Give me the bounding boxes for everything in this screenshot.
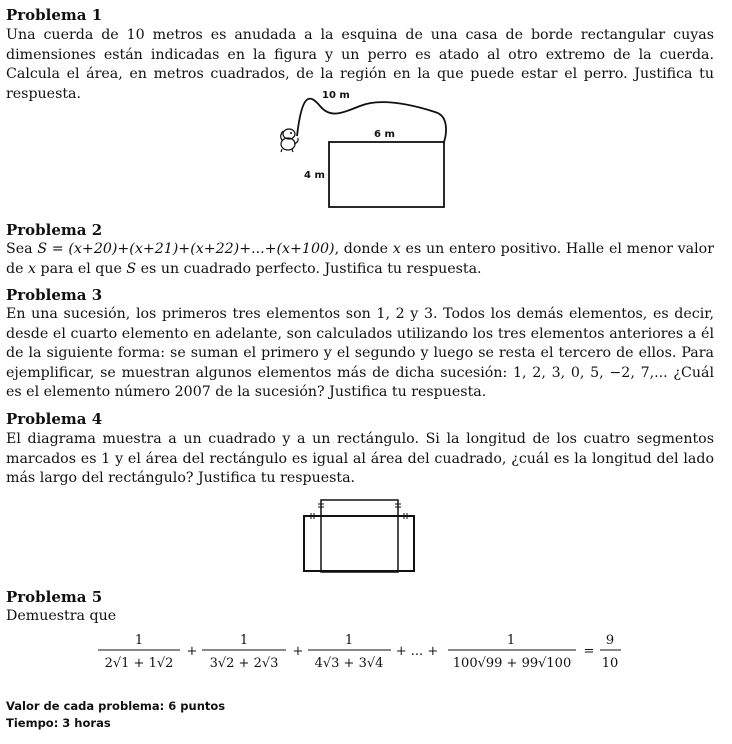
problem-2-title: Problema 2: [6, 221, 103, 239]
equals-sign: =: [583, 644, 595, 659]
sum-equation: [96, 628, 636, 676]
rectangle: [321, 500, 398, 572]
problem-4-text: El diagrama muestra a un cuadrado y a un rectángulo. Si la longitud de los cuatro segmentos marcados es 1 y el área del rectángulo es igual al área del cuadrado, ¿cuál es la longitud del lado más largo del rectángulo? Justifica tu respuesta.: [6, 431, 714, 486]
problem-5-text: Demuestra que: [6, 608, 117, 624]
term-3-numerator: 1: [344, 633, 354, 648]
height-label: 4 m: [304, 170, 325, 181]
width-label: 6 m: [374, 129, 395, 140]
term-1-denominator: 2√1 + 1√2: [104, 656, 174, 671]
term-last-numerator: 1: [506, 633, 516, 648]
rope-length-label: 10 m: [322, 90, 350, 101]
points-info: Valor de cada problema: 6 puntos: [6, 699, 226, 713]
sum-expression: S = (x+20)+(x+21)+(x+22)+...+(x+100): [37, 241, 335, 257]
result-denominator: 10: [601, 656, 619, 671]
plus-sign: +: [292, 644, 304, 659]
dog-icon: [281, 129, 298, 152]
term-2-denominator: 3√2 + 2√3: [209, 656, 279, 671]
problem-3-title: Problema 3: [6, 286, 103, 304]
plus-sign: +: [186, 644, 198, 659]
term-2-numerator: 1: [239, 633, 249, 648]
term-3-denominator: 4√3 + 3√4: [314, 656, 384, 671]
problem-2-text: Sea S = (x+20)+(x+21)+(x+22)+...+(x+100), donde x es un entero positivo. Halle el menor valor de x para el que S es un cuadrado perfecto. Justifica tu respuesta.: [6, 241, 714, 277]
problem-1-figure: [270, 84, 460, 214]
problem-5-title: Problema 5: [6, 588, 103, 606]
term-last-denominator: 100√99 + 99√100: [452, 656, 572, 671]
result-numerator: 9: [605, 633, 615, 648]
problem-1-text: Una cuerda de 10 metros es anudada a la esquina de una casa de borde rectangular cuyas dimensiones están indicadas en la figura y un perro es atado al otro extremo de la cuerda. Calcula el área, en metros cuadrados, de la región en la que puede estar el perro. Justifica tu respuesta.: [6, 27, 714, 102]
problem-3-text: En una sucesión, los primeros tres elementos son 1, 2 y 3. Todos los demás elementos, es decir, desde el cuarto elemento en adelante, son calculados utilizando los tres elementos anteriores a él de la siguiente forma: se suman el primero y el segundo y luego se resta el tercero de ellos. Para ejemplificar, se muestran algunos elementos más de dicha sucesión: 1, 2, 3, 0, 5, −2, 7,... ¿Cuál es el elemento número 2007 de la sucesión? Justifica tu respuesta.: [6, 306, 714, 400]
rope: [297, 99, 446, 142]
problem-4-title: Problema 4: [6, 410, 103, 428]
house-rectangle: [329, 142, 444, 207]
problem-4-figure: [300, 496, 420, 576]
time-info: Tiempo: 3 horas: [6, 716, 111, 730]
ellipsis-sign: + ... +: [395, 644, 439, 659]
problem-1-title: Problema 1: [6, 6, 103, 24]
term-1-numerator: 1: [134, 633, 144, 648]
